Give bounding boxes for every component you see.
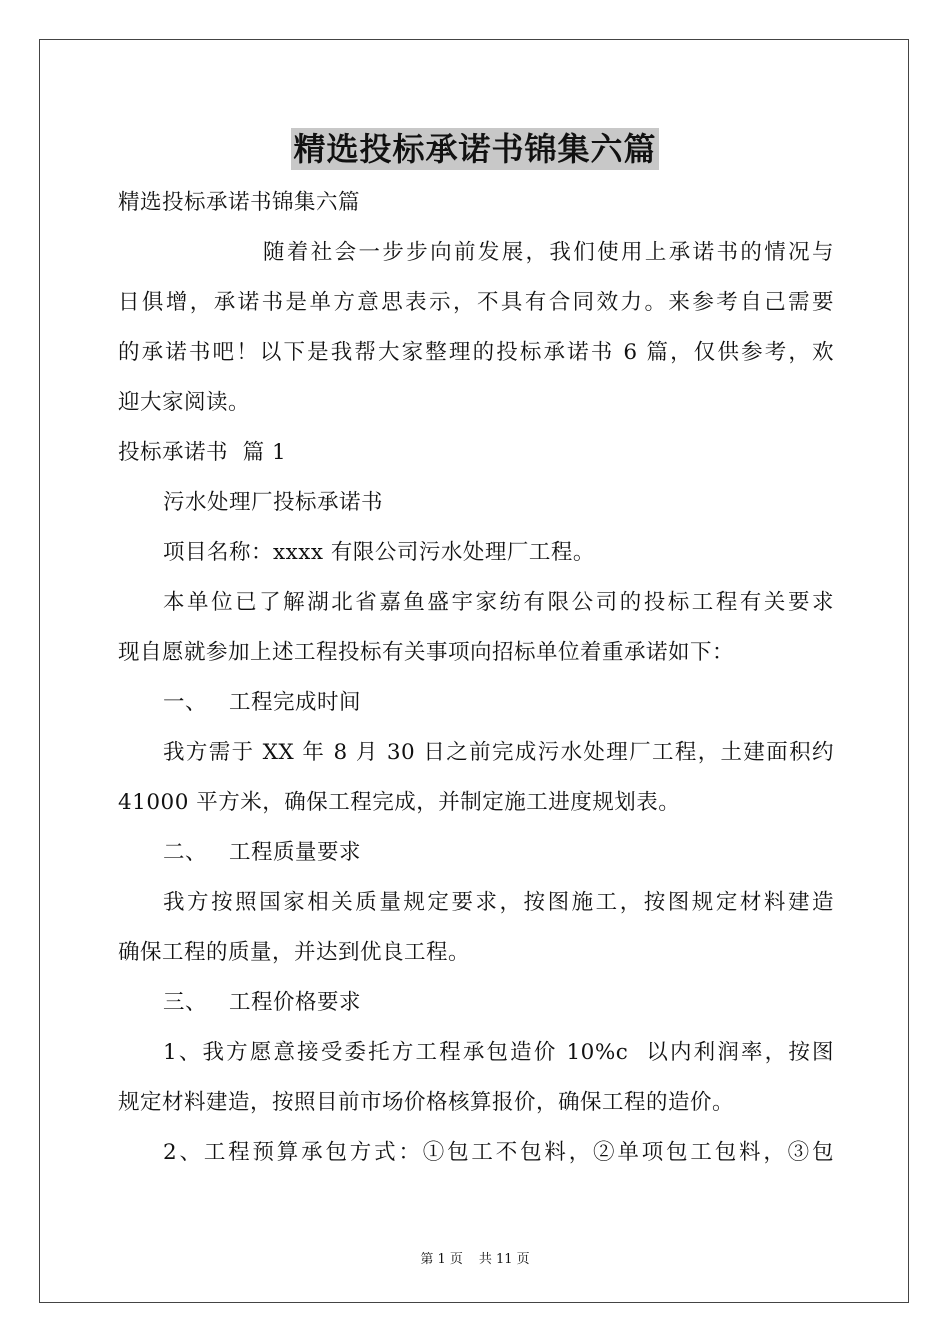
item-number: 一、	[163, 690, 208, 715]
item-number: 三、	[163, 990, 208, 1015]
page-total: 共 11 页	[478, 1252, 530, 1267]
project-name: 项目名称：xxxx 有限公司污水处理厂工程。	[163, 540, 595, 565]
item2-line-1: 我方按照国家相关质量规定要求，按图施工，按图规定材料建造	[163, 890, 834, 915]
document-body	[118, 178, 834, 1178]
item1-line-1: 我方需于 XX 年 8 月 30 日之前完成污水处理厂工程，土建面积约	[163, 740, 834, 765]
intro-line-2: 日俱增，承诺书是单方意思表示，不具有合同效力。来参考自己需要	[118, 290, 834, 315]
item-heading-text: 工程完成时间	[229, 690, 362, 715]
item1-line-2: 41000 平方米，确保工程完成，并制定施工进度规划表。	[118, 790, 681, 815]
intro-line-3: 的承诺书吧！以下是我帮大家整理的投标承诺书 6 篇，仅供参考，欢	[118, 340, 834, 365]
document-subtitle: 精选投标承诺书锦集六篇	[118, 190, 361, 215]
item-heading-3	[118, 978, 834, 1028]
page-number: 第 1 页	[420, 1252, 463, 1267]
intro-line-1: 随着社会一步步向前发展，我们使用上承诺书的情况与	[263, 240, 834, 265]
item3-line-1: 1、我方愿意接受委托方工程承包造价 10%c 以内利润率，按图	[163, 1040, 834, 1065]
item-heading-1	[118, 678, 834, 728]
page-footer	[0, 1248, 950, 1267]
item-heading-2	[118, 828, 834, 878]
item3-line-2: 规定材料建造，按照目前市场价格核算报价，确保工程的造价。	[118, 1090, 735, 1115]
item-number: 二、	[163, 840, 208, 865]
statement-line-2: 现自愿就参加上述工程投标有关事项向招标单位着重承诺如下：	[118, 640, 735, 665]
item3-line-3: 2、工程预算承包方式：①包工不包料，②单项包工包料，③包	[163, 1140, 834, 1165]
statement-line-1: 本单位已了解湖北省嘉鱼盛宇家纺有限公司的投标工程有关要求	[163, 590, 834, 615]
item2-line-2: 确保工程的质量，并达到优良工程。	[118, 940, 471, 965]
item-heading-text: 工程质量要求	[229, 840, 362, 865]
section-heading: 投标承诺书 篇 1	[118, 440, 287, 465]
document-title: 精选投标承诺书锦集六篇	[293, 130, 657, 168]
intro-line-4: 迎大家阅读。	[118, 390, 251, 415]
title-container	[0, 128, 950, 170]
item-heading-text: 工程价格要求	[229, 990, 362, 1015]
doc-name: 污水处理厂投标承诺书	[163, 490, 384, 515]
